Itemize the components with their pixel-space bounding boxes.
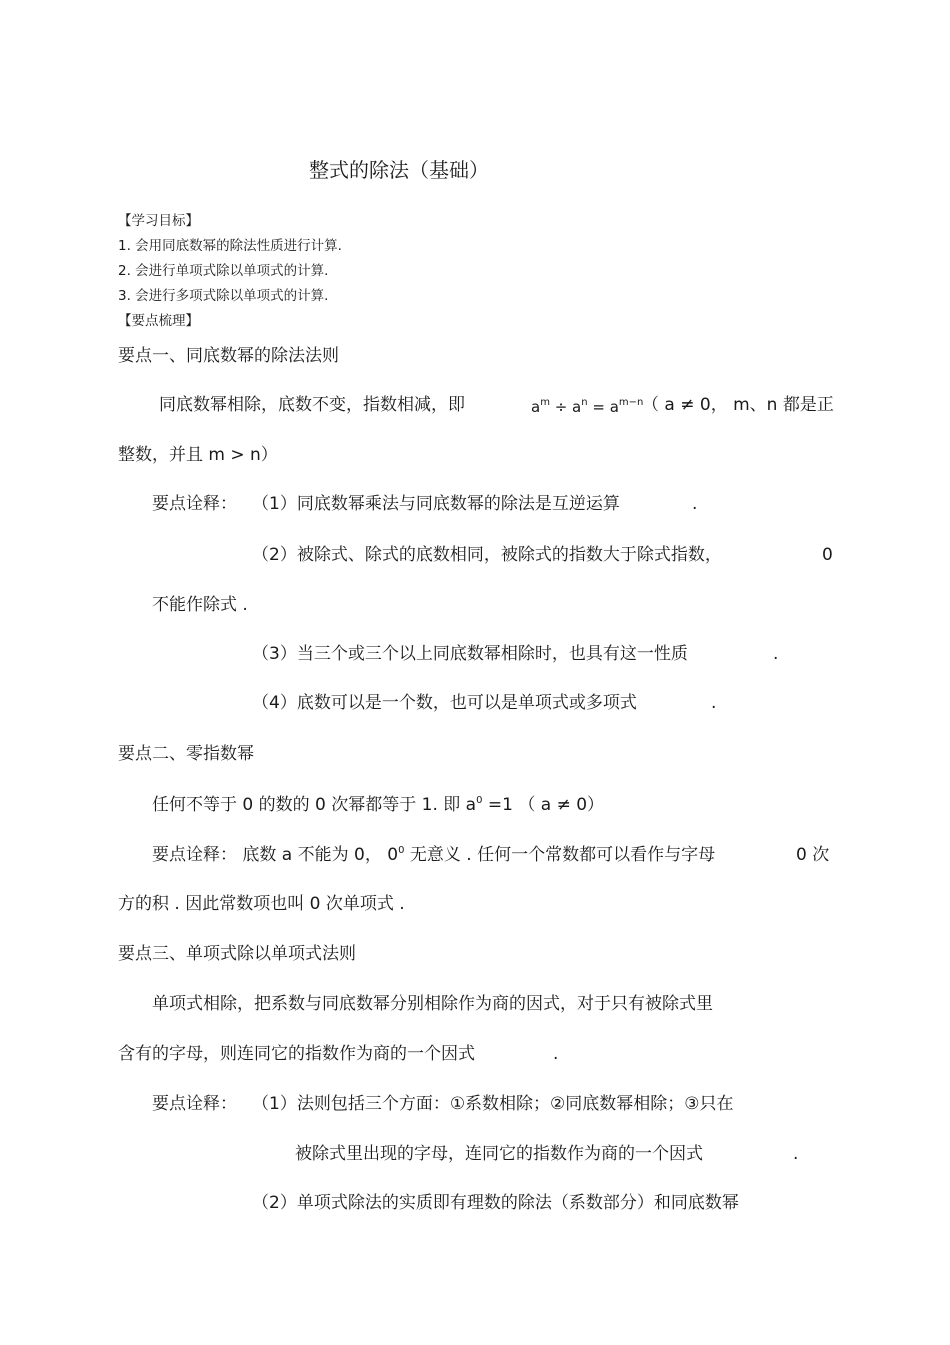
point2-text-a: 任何不等于 0 的数的 0 次幂都等于 1. 即 a (152, 795, 477, 815)
objective-item-3: 3. 会进行多项式除以单项式的计算. (118, 288, 329, 304)
point2-note-a: 要点诠释： 底数 a 不能为 0， 0 (152, 845, 399, 865)
point3-note-2: （2）单项式除法的实质即有理数的除法（系数部分）和同底数幂 (252, 1193, 739, 1213)
point1-rule-continuation: 整数，并且 m > n） (118, 445, 278, 465)
point3-note-1b-dot: . (793, 1144, 799, 1164)
point2-heading: 要点二、零指数幂 (118, 744, 254, 764)
point1-heading: 要点一、同底数幂的除法法则 (118, 346, 339, 366)
formula-exp-m: m (540, 397, 550, 408)
objectives-heading: 【学习目标】 (118, 213, 199, 229)
point1-formula (531, 396, 643, 418)
formula-div: ÷ a (549, 398, 582, 416)
key-points-heading: 【要点梳理】 (118, 313, 199, 329)
point3-rule-1: 单项式相除，把系数与同底数幂分别相除作为商的因式，对于只有被除式里 (152, 994, 713, 1014)
point3-heading: 要点三、单项式除以单项式法则 (118, 944, 356, 964)
point2-sup-zero: 0 (476, 795, 483, 806)
formula-base-a: a (531, 398, 541, 416)
point1-rule-text: 同底数幂相除，底数不变，指数相减，即 (159, 395, 465, 415)
point1-note-1-dot: . (692, 494, 698, 514)
point2-note (152, 844, 715, 866)
objective-item-2: 2. 会进行单项式除以单项式的计算. (118, 263, 329, 279)
point2-text (152, 794, 604, 816)
point3-rule-2-dot: . (553, 1044, 559, 1064)
point1-note-3: （3）当三个或三个以上同底数幂相除时，也具有这一性质 (252, 644, 688, 664)
point1-rule-condition: （ a ≠ 0， m、n 都是正 (642, 395, 834, 415)
point2-text-b: =1 （ a ≠ 0） (482, 795, 605, 815)
point1-note-2: （2）被除式、除式的底数相同，被除式的指数大于除式指数， (252, 545, 722, 565)
point2-note-zero: 0 次 (796, 845, 830, 865)
point2-note-continuation: 方的积 . 因此常数项也叫 0 次单项式 . (118, 894, 405, 914)
point1-note-2-zero: 0 (822, 545, 833, 565)
point3-note-label: 要点诠释： (152, 1094, 237, 1114)
point3-note-1a: （1）法则包括三个方面：①系数相除；②同底数幂相除；③只在 (252, 1094, 734, 1114)
point2-note-b: 无意义 . 任何一个常数都可以看作与字母 (404, 845, 716, 865)
point1-note-label: 要点诠释： (152, 494, 237, 514)
point1-note-4-dot: . (711, 693, 717, 713)
point1-note-4: （4）底数可以是一个数，也可以是单项式或多项式 (252, 693, 637, 713)
point1-note-1: （1）同底数幂乘法与同底数幂的除法是互逆运算 (252, 494, 620, 514)
objective-item-1: 1. 会用同底数幂的除法性质进行计算. (118, 238, 342, 254)
formula-exp-mn: m−n (618, 397, 644, 408)
point2-note-sup-zero: 0 (398, 845, 405, 856)
formula-exp-n: n (581, 397, 588, 408)
point3-note-1b: 被除式里出现的字母，连同它的指数作为商的一个因式 (295, 1144, 703, 1164)
formula-eq: = a (587, 398, 619, 416)
page-title: 整式的除法（基础） (309, 158, 489, 182)
point3-rule-2: 含有的字母，则连同它的指数作为商的一个因式 (118, 1044, 475, 1064)
point1-note-3-dot: . (773, 644, 779, 664)
point1-note-2-continuation: 不能作除式 . (152, 595, 248, 615)
